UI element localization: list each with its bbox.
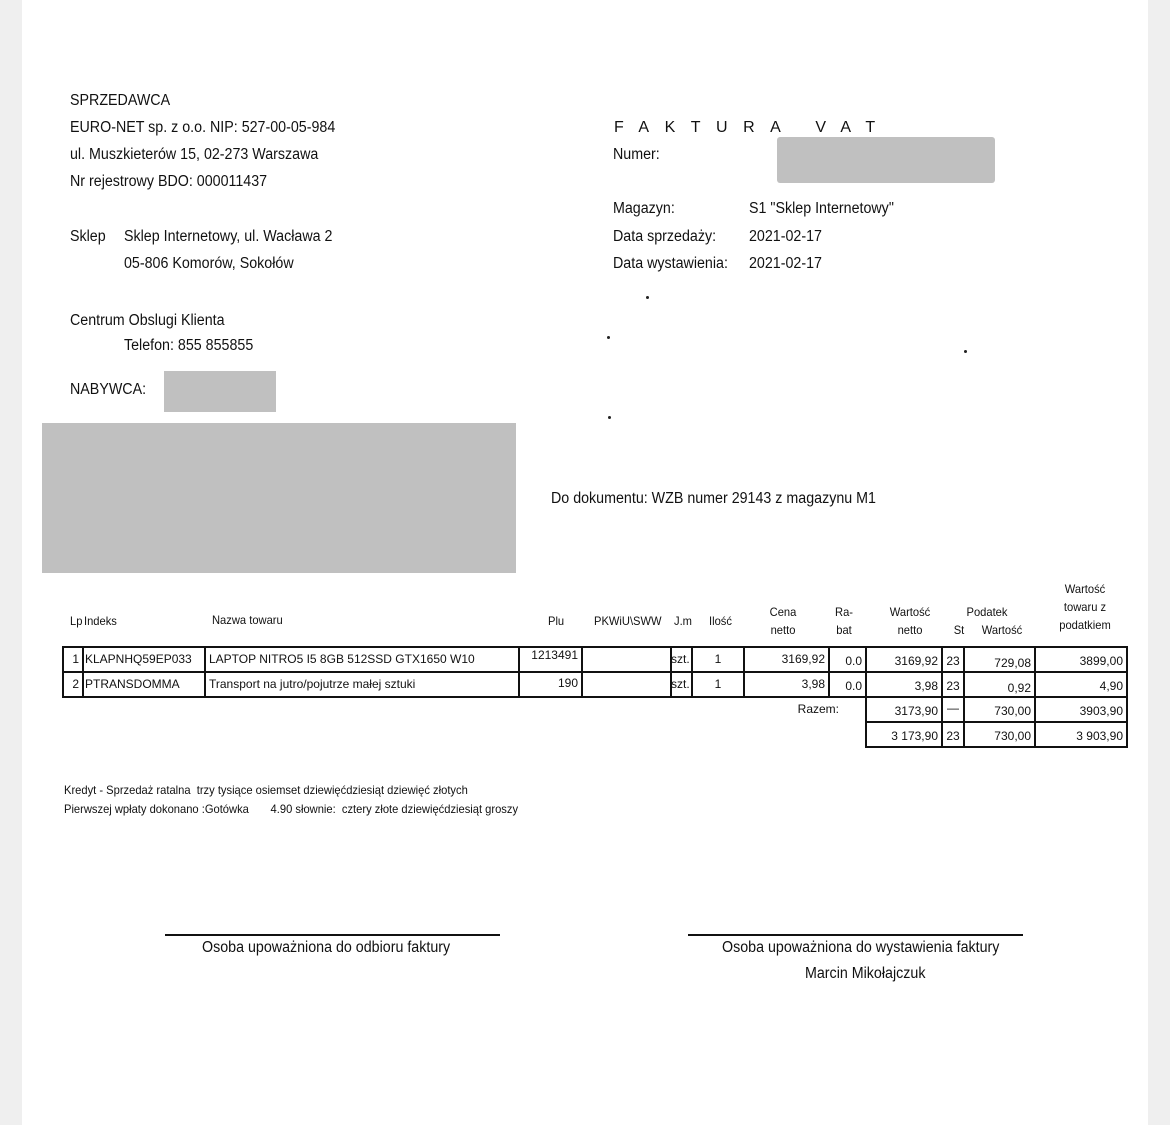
shop-address-line1: Sklep Internetowy, ul. Wacława 2	[124, 228, 333, 245]
shop-address-line2: 05-806 Komorów, Sokołów	[124, 255, 294, 272]
col-header-qty: Ilość	[709, 614, 732, 628]
redacted-buyer-name	[164, 371, 276, 412]
reference-document: Do dokumentu: WZB numer 29143 z magazynu M1	[551, 490, 876, 507]
seller-company: EURO-NET sp. z o.o. NIP: 527-00-05-984	[70, 119, 336, 136]
shop-label: Sklep	[70, 228, 106, 245]
row1-tax: 729,08	[994, 656, 1031, 670]
issue-date-label: Data wystawienia:	[613, 255, 728, 272]
col-header-tax-rate: St	[953, 623, 965, 637]
invoice-title: FAKTURA VAT	[614, 119, 891, 136]
row1-name: LAPTOP NITRO5 I5 8GB 512SSD GTX1650 W10	[209, 652, 475, 666]
customer-service: Centrum Obslugi Klienta	[70, 312, 225, 329]
row1-plu: 1213491	[531, 648, 578, 662]
total-gross: 3903,90	[1079, 704, 1123, 718]
row1-net: 3169,92	[894, 654, 938, 668]
seller-address: ul. Muszkieterów 15, 02-273 Warszawa	[70, 146, 319, 163]
summary-tax: 730,00	[994, 729, 1031, 743]
total-label: Razem:	[797, 702, 839, 716]
buyer-label: NABYWCA:	[70, 381, 147, 398]
redacted-invoice-number	[777, 137, 995, 183]
seller-heading: SPRZEDAWCA	[70, 92, 171, 109]
col-header-net-value: Wartość netto	[889, 605, 931, 637]
row1-qty: 1	[714, 652, 722, 666]
row2-gross: 4,90	[1099, 679, 1123, 693]
row2-qty: 1	[714, 677, 722, 691]
col-header-index: Indeks	[84, 614, 117, 628]
row2-tax: 0,92	[1007, 681, 1031, 695]
issuer-signature-label: Osoba upoważniona do wystawienia faktury	[722, 939, 1000, 956]
speck	[608, 416, 611, 419]
receiver-signature-line	[165, 934, 500, 936]
invoice-page	[22, 0, 1148, 1125]
row1-index: KLAPNHQ59EP033	[85, 652, 192, 666]
total-rate: —	[947, 701, 959, 715]
col-header-tax-value: Wartość	[981, 623, 1023, 637]
issuer-name: Marcin Mikołajczuk	[805, 965, 926, 982]
invoice-number-label: Numer:	[613, 146, 660, 163]
row2-name: Transport na jutro/pojutrze małej sztuki	[209, 677, 416, 691]
row2-unit: szt.	[671, 677, 690, 691]
total-tax: 730,00	[994, 704, 1031, 718]
col-header-lp: Lp	[70, 614, 83, 628]
col-header-gross: Wartość towaru z podatkiem	[1059, 582, 1111, 632]
speck	[646, 296, 649, 299]
row2-index: PTRANSDOMMA	[85, 677, 180, 691]
redacted-buyer-details	[42, 423, 516, 573]
row2-plu: 190	[557, 676, 578, 690]
table-line	[1126, 646, 1128, 748]
row1-unit: szt.	[671, 652, 690, 666]
payment-line2: Pierwszej wpłaty dokonano :Gotówka 4.90 słownie: cztery złote dziewięćdziesiąt groszy	[64, 802, 519, 816]
row2-rate: 23	[946, 679, 960, 693]
row2-price: 3,98	[801, 677, 825, 691]
col-header-tax: Podatek	[966, 605, 1008, 619]
warehouse-value: S1 "Sklep Internetowy"	[749, 200, 894, 217]
col-header-price: Cena netto	[769, 605, 797, 637]
col-header-pkwiu: PKWiU\SWW	[594, 614, 662, 628]
summary-net: 3 173,90	[891, 729, 938, 743]
warehouse-label: Magazyn:	[613, 200, 675, 217]
row2-net: 3,98	[914, 679, 938, 693]
speck	[607, 336, 610, 339]
summary-gross: 3 903,90	[1076, 729, 1123, 743]
table-line	[581, 646, 583, 698]
row2-lp: 2	[72, 677, 79, 691]
row1-price: 3169,92	[781, 652, 825, 666]
customer-service-phone: Telefon: 855 855855	[124, 337, 254, 354]
issuer-signature-line	[688, 934, 1023, 936]
col-header-name: Nazwa towaru	[212, 613, 283, 627]
col-header-discount: Ra- bat	[835, 605, 853, 637]
summary-rate: 23	[946, 729, 960, 743]
row2-discount: 0.0	[845, 679, 862, 693]
row1-rate: 23	[946, 654, 960, 668]
col-header-plu: Plu	[548, 614, 565, 628]
row1-lp: 1	[72, 652, 79, 666]
sale-date-label: Data sprzedaży:	[613, 228, 717, 245]
total-net: 3173,90	[894, 704, 938, 718]
col-header-unit: J.m	[674, 614, 692, 628]
seller-bdo: Nr rejestrowy BDO: 000011437	[70, 173, 268, 190]
issue-date-value: 2021-02-17	[749, 255, 822, 272]
receiver-signature-label: Osoba upoważniona do odbioru faktury	[202, 939, 451, 956]
speck	[964, 350, 967, 353]
sale-date-value: 2021-02-17	[749, 228, 822, 245]
payment-line1: Kredyt - Sprzedaż ratalna trzy tysiące osiemset dziewięćdziesiąt dziewięć złotych	[64, 783, 468, 797]
row1-discount: 0.0	[845, 654, 862, 668]
row1-gross: 3899,00	[1079, 654, 1123, 668]
